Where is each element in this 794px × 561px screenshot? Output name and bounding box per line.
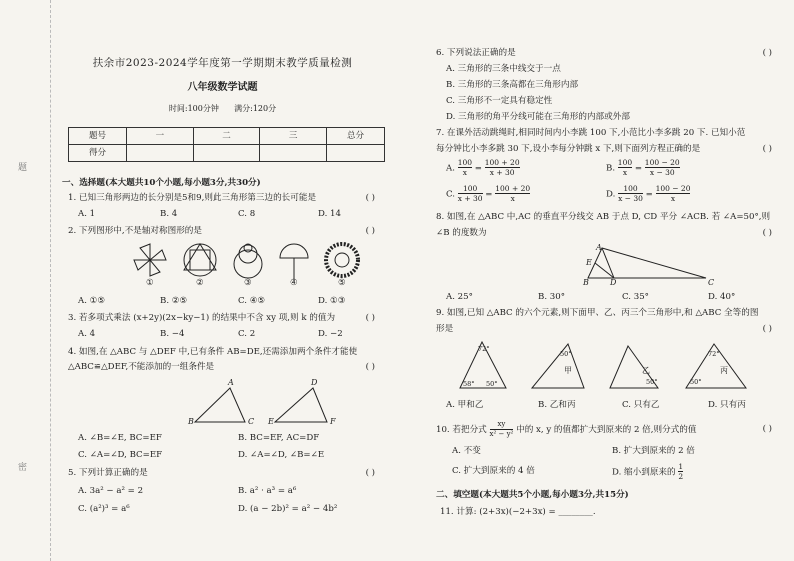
sunburst-icon bbox=[326, 244, 358, 276]
question-stem: 7. 在课外活动跳绳时,相同时间内小李跳 100 下,小范比小李多跳 20 下. 已知小范 bbox=[436, 128, 746, 138]
score-input[interactable] bbox=[327, 145, 385, 162]
option[interactable]: A. 4 bbox=[78, 329, 96, 339]
table-cell: 一 bbox=[127, 128, 194, 145]
fraction bbox=[645, 158, 680, 178]
denominator: x − 30 bbox=[618, 194, 643, 204]
option[interactable]: D. −2 bbox=[318, 329, 343, 339]
option[interactable]: C. 扩大到原来的 4 倍 bbox=[452, 466, 535, 476]
option-letter: D. bbox=[606, 189, 616, 200]
table-cell: 得分 bbox=[69, 145, 127, 162]
option[interactable]: C. 三角形不一定具有稳定性 bbox=[446, 96, 553, 106]
option[interactable]: D. 三角形的角平分线可能在三角形的内部或外部 bbox=[446, 112, 630, 122]
numerator: 1 bbox=[678, 462, 684, 471]
option-fraction-eq[interactable]: C. $\frac{100}{x + 30}$ = $\frac{100 + 20}{x}$ bbox=[446, 184, 531, 204]
binding-mark: 密 bbox=[18, 463, 28, 473]
option[interactable]: A. 25° bbox=[446, 292, 473, 302]
right-column bbox=[420, 0, 780, 561]
option[interactable]: A. 1 bbox=[78, 209, 96, 219]
section-heading: 一、选择题(本大题共10个小题,每小题3分,共30分) bbox=[62, 178, 261, 188]
option[interactable]: D. ①③ bbox=[318, 296, 346, 306]
binding-mark: 题 bbox=[18, 163, 28, 173]
question-stem: 形是 bbox=[436, 324, 454, 334]
score-input[interactable] bbox=[193, 145, 260, 162]
option[interactable]: A. 甲和乙 bbox=[446, 400, 484, 410]
figure-label: ③ bbox=[244, 278, 252, 288]
fraction bbox=[495, 184, 530, 204]
answer-paren[interactable]: ( ) bbox=[762, 324, 772, 334]
option[interactable]: C. 35° bbox=[622, 292, 649, 302]
question-stem: △ABC≌△DEF,不能添加的一组条件是 bbox=[68, 362, 215, 372]
denominator: 2 bbox=[678, 472, 684, 482]
table-cell: 题号 bbox=[69, 128, 127, 145]
fan-icon bbox=[280, 244, 308, 280]
figure-label: B bbox=[188, 417, 194, 426]
denominator: x² − y² bbox=[489, 429, 514, 438]
table-cell: 二 bbox=[193, 128, 260, 145]
table-cell: 总分 bbox=[327, 128, 385, 145]
option[interactable]: C. 8 bbox=[238, 209, 256, 219]
option[interactable]: C. 只有乙 bbox=[622, 400, 660, 410]
option[interactable]: D. ∠A=∠D, ∠B=∠E bbox=[238, 450, 325, 460]
option-fraction-eq[interactable]: D. $\frac{100}{x - 30}$ = $\frac{100 - 20}{x}$ bbox=[606, 184, 691, 204]
triangle-name: 乙 bbox=[642, 366, 650, 375]
question-stem: 4. 如图,在 △ABC 与 △DEF 中,已有条件 AB=DE,还需添加两个条件才能使 bbox=[68, 347, 358, 357]
option[interactable]: D. (a − 2b)² = a² − 4b² bbox=[238, 504, 338, 514]
figure-label: E bbox=[586, 258, 592, 267]
table-cell: 三 bbox=[260, 128, 327, 145]
table-row bbox=[69, 145, 385, 162]
numerator: 100 + 20 bbox=[495, 184, 531, 193]
numerator: 100 − 20 bbox=[655, 184, 691, 193]
denominator: x bbox=[510, 194, 515, 204]
fraction bbox=[490, 420, 514, 439]
numerator: 100 bbox=[617, 158, 633, 167]
exam-time: 时间:100分钟 bbox=[168, 104, 219, 113]
option[interactable]: D. 只有丙 bbox=[708, 400, 746, 410]
section-heading: 二、填空题(本大题共5个小题,每小题3分,共15分) bbox=[436, 490, 629, 500]
option[interactable]: B. 30° bbox=[538, 292, 566, 302]
figure-label: A bbox=[228, 378, 234, 387]
question-stem: 9. 如图,已知 △ABC 的六个元素,则下面甲、乙、丙三个三角形中,和 △ABC 全等的图 bbox=[436, 308, 759, 318]
answer-paren[interactable]: ( ) bbox=[762, 144, 772, 154]
angle-label: 50° bbox=[560, 350, 572, 358]
option[interactable]: B. BC=EF, AC=DF bbox=[238, 433, 320, 443]
angle-label: 58° bbox=[463, 380, 475, 388]
angle-label: 50° bbox=[646, 378, 658, 386]
question-stem: 11. 计算: (2+3x)(−2+3x) = ________. bbox=[440, 507, 596, 517]
option[interactable]: D. 40° bbox=[708, 292, 736, 302]
question-stem: 5. 下列计算正确的是 bbox=[68, 468, 148, 478]
option[interactable]: A. ①⑤ bbox=[78, 296, 106, 306]
numerator: 100 bbox=[457, 158, 473, 167]
numerator: 100 bbox=[618, 184, 643, 194]
answer-paren[interactable]: ( ) bbox=[762, 48, 772, 58]
question-stem: 8. 如图,在 △ABC 中,AC 的垂直平分线交 AB 于点 D, CD 平分 ∠ACB. 若 ∠A=50°,则 bbox=[436, 212, 771, 222]
option-with-fraction[interactable] bbox=[612, 462, 683, 482]
question-stem: ∠B 的度数为 bbox=[436, 228, 487, 238]
figure-label: B bbox=[583, 278, 589, 287]
left-column bbox=[60, 0, 385, 561]
option[interactable]: B. −4 bbox=[160, 329, 185, 339]
fraction bbox=[458, 158, 472, 178]
stem-text: 中的 x, y 的值都扩大到原来的 2 倍,则分式的值 bbox=[516, 424, 697, 435]
angle-label: 50° bbox=[486, 380, 498, 388]
binding-margin bbox=[0, 0, 51, 561]
exam-score: 满分:120分 bbox=[234, 104, 277, 113]
option[interactable]: D. 14 bbox=[318, 209, 341, 219]
option[interactable]: A. 3a² − a² = 2 bbox=[78, 486, 144, 496]
option-letter: B. bbox=[606, 163, 616, 174]
angle-label: 50° bbox=[690, 378, 702, 386]
option-letter: A. bbox=[446, 163, 455, 174]
option[interactable]: B. 三角形的三条高都在三角形内部 bbox=[446, 80, 579, 90]
shield-icon bbox=[184, 244, 216, 276]
exam-meta bbox=[60, 104, 385, 114]
option[interactable]: A. ∠B=∠E, BC=EF bbox=[78, 433, 162, 443]
exam-subtitle: 八年级数学试题 bbox=[187, 82, 258, 93]
option-letter: C. bbox=[446, 189, 456, 200]
figure-label: ⑤ bbox=[338, 278, 346, 288]
option[interactable]: C. ④⑤ bbox=[238, 296, 266, 306]
numerator: xy bbox=[490, 420, 514, 430]
option[interactable]: C. (a²)³ = a⁶ bbox=[78, 504, 130, 514]
denominator: x + 30 bbox=[457, 194, 483, 204]
question-stem: 6. 下列说法正确的是 bbox=[436, 48, 516, 58]
score-table bbox=[68, 127, 385, 162]
answer-paren[interactable]: ( ) bbox=[365, 362, 375, 372]
figure-label: A bbox=[596, 243, 602, 252]
figure-label: C bbox=[708, 278, 715, 287]
figure-label: ④ bbox=[290, 278, 298, 288]
figure-label: C bbox=[248, 417, 255, 426]
question-stem: 每分钟比小李多跳 30 下,设小李每分钟跳 x 下,则下面列方程正确的是 bbox=[436, 144, 701, 154]
option[interactable]: B. a² · a³ = a⁶ bbox=[238, 486, 297, 496]
fraction bbox=[618, 158, 632, 178]
stem-text: 10. 若把分式 bbox=[436, 424, 487, 435]
answer-paren[interactable]: ( ) bbox=[365, 313, 375, 323]
figure-label: F bbox=[330, 417, 336, 426]
denominator: x bbox=[462, 168, 467, 178]
denominator: x − 30 bbox=[649, 168, 675, 178]
option-fraction-eq[interactable]: B. $\frac{100}{x}$ = $\frac{100 - 20}{x - 30}$ bbox=[606, 158, 680, 178]
numerator: 100 − 20 bbox=[644, 158, 680, 167]
q4-triangles bbox=[175, 382, 355, 428]
option[interactable]: B. ②⑤ bbox=[160, 296, 188, 306]
question-stem bbox=[436, 420, 696, 439]
option[interactable]: A. 三角形的三条中线交于一点 bbox=[446, 64, 561, 74]
figure-label: ① bbox=[146, 278, 154, 288]
answer-paren[interactable]: ( ) bbox=[365, 226, 375, 236]
figure-label: ② bbox=[196, 278, 204, 288]
option[interactable]: B. 扩大到原来的 2 倍 bbox=[612, 446, 695, 456]
denominator: x bbox=[622, 168, 628, 178]
question-stem: 1. 已知三角形两边的长分别是5和9,则此三角形第三边的长可能是 bbox=[68, 193, 317, 203]
figure-label: D bbox=[311, 378, 318, 387]
option-text: D. 缩小到原来的 bbox=[612, 467, 676, 478]
fraction bbox=[458, 184, 483, 204]
fraction bbox=[656, 184, 691, 204]
figure-label: E bbox=[268, 417, 274, 426]
denominator: x + 30 bbox=[489, 168, 515, 178]
option[interactable]: C. ∠A=∠D, BC=EF bbox=[78, 450, 163, 460]
option[interactable]: B. 4 bbox=[160, 209, 178, 219]
angle-label: 72° bbox=[708, 350, 720, 358]
fraction bbox=[485, 158, 520, 178]
fraction bbox=[618, 184, 643, 204]
triangle-name: 甲 bbox=[564, 366, 572, 375]
score-input[interactable] bbox=[127, 145, 194, 162]
fraction bbox=[678, 462, 683, 482]
option-fraction-eq[interactable]: A. $\frac{100}{x}$ = $\frac{100 + 20}{x + 30}$ bbox=[446, 158, 520, 178]
answer-paren[interactable]: ( ) bbox=[762, 228, 772, 238]
figure-label: D bbox=[610, 278, 617, 287]
question-stem: 2. 下列图形中,不是轴对称图形的是 bbox=[68, 226, 202, 236]
option[interactable]: C. 2 bbox=[238, 329, 256, 339]
score-input[interactable] bbox=[260, 145, 327, 162]
snowman-icon bbox=[234, 244, 262, 278]
q9-triangles bbox=[460, 340, 780, 394]
numerator: 100 + 20 bbox=[484, 158, 520, 167]
triangle-name: 丙 bbox=[720, 366, 728, 375]
answer-paren[interactable]: ( ) bbox=[365, 468, 375, 478]
pinwheel-icon bbox=[134, 244, 166, 276]
denominator: x bbox=[670, 194, 676, 204]
answer-paren[interactable]: ( ) bbox=[365, 193, 375, 203]
question-stem: 3. 若多项式乘法 (x+2y)(2x−ky−1) 的结果中不含 xy 项,则 k 的值为 bbox=[68, 313, 336, 323]
angle-label: 72° bbox=[478, 345, 490, 353]
option[interactable]: A. 不变 bbox=[452, 446, 481, 456]
option[interactable]: B. 乙和丙 bbox=[538, 400, 576, 410]
numerator: 100 bbox=[458, 184, 483, 194]
answer-paren[interactable]: ( ) bbox=[762, 424, 772, 434]
exam-title: 扶余市2023-2024学年度第一学期期末教学质量检测 bbox=[92, 57, 353, 69]
table-row bbox=[69, 128, 385, 145]
